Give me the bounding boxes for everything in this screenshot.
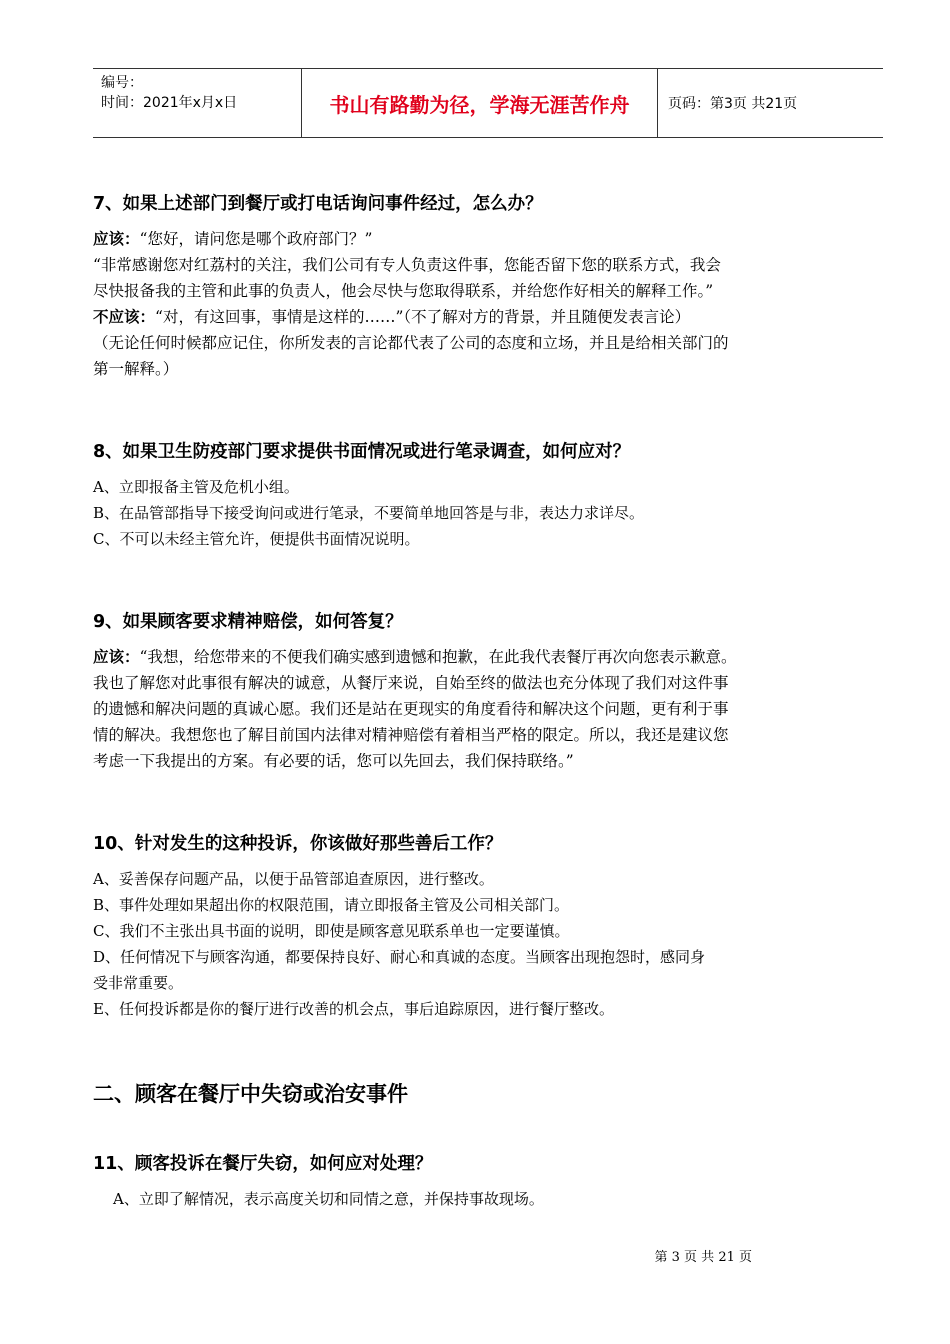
q11-list (93, 1186, 893, 1212)
q10-title: 10、针对发生的这种投诉，你该做好那些善后工作？ (93, 834, 503, 854)
list-item: A、立即报备主管及危机小组。 (93, 478, 299, 496)
list-item: D、任何情况下与顾客沟通，都要保持良好、耐心和真诚的态度。当顾客出现抱怨时，感同身 (93, 948, 706, 966)
list-item: C、不可以未经主管允许，便提供书面情况说明。 (93, 530, 420, 548)
should-label: 应该： (93, 230, 140, 248)
list-item: A、妥善保存问题产品，以便于品管部追查原因，进行整改。 (93, 870, 494, 888)
list-item: B、在品管部指导下接受询问或进行笔录，不要简单地回答是与非，表达力求详尽。 (93, 504, 645, 522)
q8-title: 8、如果卫生防疫部门要求提供书面情况或进行笔录调查，如何应对？ (93, 442, 631, 462)
should-label: 应该： (93, 648, 140, 666)
header-motto: 书山有路勤为径，学海无涯苦作舟 (302, 69, 658, 137)
q7-line5: （无论任何时候都应记住，你所发表的言论都代表了公司的态度和立场，并且是给相关部门的 (93, 334, 729, 352)
q9-line3: 的遗憾和解决问题的真诚心愿。我们还是站在更现实的角度看待和解决这个问题，更有利于事 (93, 700, 729, 718)
list-item: C、我们不主张出具书面的说明，即使是顾客意见联系单也一定要谨慎。 (93, 922, 570, 940)
serial-label: 编号： (101, 75, 143, 91)
page-footer: 第 3 页 共 21 页 (654, 1250, 752, 1265)
should-not-label: 不应该： (93, 308, 156, 326)
time-label: 时间：2021年x月x日 (101, 95, 238, 111)
q7-line3: 尽快报备我的主管和此事的负责人，他会尽快与您取得联系，并给您作好相关的解释工作。” (93, 282, 714, 300)
q9-line5: 考虑一下我提出的方案。有必要的话，您可以先回去，我们保持联络。” (93, 752, 574, 770)
q7-line6: 第一解释。） (93, 360, 179, 378)
list-item: 受非常重要。 (93, 974, 184, 992)
document-body (93, 190, 893, 1212)
header-meta (93, 69, 302, 137)
list-item: B、事件处理如果超出你的权限范围，请立即报备主管及公司相关部门。 (93, 896, 570, 914)
q8-list (93, 474, 893, 552)
q7-line2: “非常感谢您对红荔村的关注，我们公司有专人负责这件事，您能否留下您的联系方式，我会 (93, 256, 721, 274)
list-item: E、任何投诉都是你的餐厅进行改善的机会点，事后追踪原因，进行餐厅整改。 (93, 1000, 614, 1018)
q7-should-not: 不应该：“对，有这回事，事情是这样的……”（不了解对方的背景，并且随便发表言论） (93, 308, 691, 326)
q11-title: 11、顾客投诉在餐厅失窃，如何应对处理？ (93, 1154, 433, 1174)
q10-list (93, 866, 893, 1022)
q7-should: 应该：“您好，请问您是哪个政府部门？” (93, 230, 373, 248)
q9-title: 9、如果顾客要求精神赔偿，如何答复？ (93, 612, 403, 632)
q9-line2: 我也了解您对此事很有解决的诚意，从餐厅来说，自始至终的做法也充分体现了我们对这件事 (93, 674, 729, 692)
header-page-label: 页码：第3页 共21页 (668, 96, 798, 112)
list-item: A、立即了解情况，表示高度关切和同情之意，并保持事故现场。 (113, 1190, 544, 1208)
section-2-title: 二、顾客在餐厅中失窃或治安事件 (93, 1082, 408, 1106)
q9-line4: 情的解决。我想您也了解目前国内法律对精神赔偿有着相当严格的限定。所以，我还是建议您 (93, 726, 729, 744)
page-header (93, 68, 883, 138)
q9-line1: 应该：“我想，给您带来的不便我们确实感到遗憾和抱歉，在此我代表餐厅再次向您表示歉意。 (93, 648, 737, 666)
q7-title: 7、如果上述部门到餐厅或打电话询问事件经过，怎么办？ (93, 194, 543, 214)
